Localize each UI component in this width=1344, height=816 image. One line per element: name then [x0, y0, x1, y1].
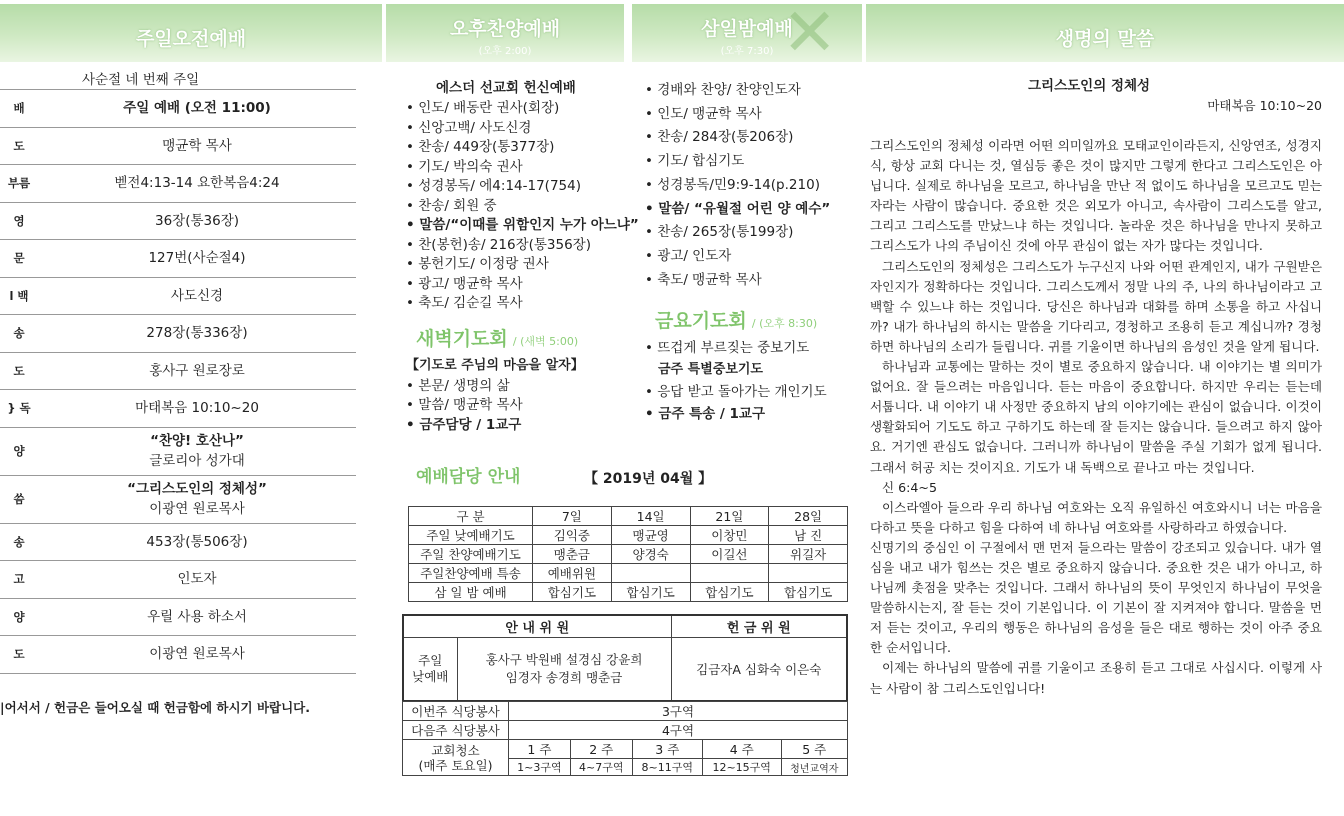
friday-item: • 응답 받고 돌아가는 개인기도 — [645, 381, 860, 403]
area-cell: 12~15구역 — [702, 759, 781, 776]
order-row — [0, 165, 356, 203]
week-cell: 5 주 — [781, 740, 847, 759]
week-cell: 3 주 — [632, 740, 702, 759]
duty-header-cell: 21일 — [690, 507, 769, 526]
table-row — [409, 583, 848, 602]
sermon-paragraph: 이스라엘아 들으라 우리 하나님 여호와는 오직 유일하신 여호와시니 너는 마음을 다하고 뜻을 다하고 힘을 다하여 네 하나님 여호와를 사랑하라고 하였습니다. — [870, 499, 1322, 535]
duty-cell: 예배위원 — [533, 564, 612, 583]
afternoon-items — [406, 99, 644, 314]
meal-value: 4구역 — [509, 721, 848, 740]
order-label: 고 — [13, 572, 25, 587]
duty-cell: 남 진 — [769, 526, 848, 545]
week-cell: 2 주 — [570, 740, 632, 759]
order-row — [0, 128, 356, 166]
header-title: 삼일밤예배 — [701, 18, 793, 40]
order-label: l 백 — [9, 288, 29, 303]
morning-service-order — [0, 70, 356, 716]
order-item: • 말씀/“이때를 위함인지 누가 아느냐” — [406, 216, 644, 236]
order-item: • 경배와 찬양/ 찬양인도자 — [645, 79, 860, 103]
order-value-line: 벧전4:13-14 요한복음4:24 — [114, 175, 280, 192]
order-item: • 말씀/ “유월절 어린 양 예수” — [645, 198, 860, 222]
guide-header: 안 내 위 원 — [403, 615, 671, 637]
order-row — [0, 390, 356, 428]
order-value-line: 이광연 원로목사 — [149, 501, 245, 517]
table-row — [409, 564, 848, 583]
duty-cell: 주일 낮예배기도 — [409, 526, 533, 545]
friday-special-title: 금주 특별중보기도 — [658, 362, 763, 378]
offering-note: |어서서 / 헌금은 들어오실 때 헌금함에 하시기 바랍니다. — [0, 699, 310, 715]
week-cell: 1 주 — [509, 740, 571, 759]
cleaning-label — [403, 740, 509, 776]
cleaning-label-2: (매주 토요일) — [418, 757, 493, 773]
order-item: • 찬송/ 449장(통377장) — [406, 138, 644, 158]
order-item: • 성경봉독/ 에4:14-17(754) — [406, 177, 644, 197]
duty-cell: 주일 찬양예배기도 — [409, 545, 533, 564]
order-item: • 기도/ 박의숙 권사 — [406, 158, 644, 178]
wednesday-items — [645, 79, 860, 292]
area-cell: 8~11구역 — [632, 759, 702, 776]
guide-line: 홍사구 박원배 설경심 강윤희 — [485, 651, 643, 667]
duty-cell: 합심기도 — [769, 583, 848, 602]
order-label: 양 — [13, 609, 25, 624]
order-label: 배 — [13, 101, 25, 116]
order-item: • 찬송/ 284장(통206장) — [645, 126, 860, 150]
week-cell: 4 주 — [702, 740, 781, 759]
order-row — [0, 428, 356, 476]
order-item: • 금주담당 / 1교구 — [406, 416, 644, 436]
order-label: 송 — [13, 534, 25, 549]
header-title: 오후찬양예배 — [449, 18, 561, 40]
duty-cell — [690, 564, 769, 583]
afternoon-title: 에스더 선교회 헌신예배 — [436, 80, 576, 96]
sermon-title: 그리스도인의 정체성 — [1028, 78, 1151, 94]
header-subtitle: (오후 2:00) — [478, 46, 532, 57]
duty-header-cell: 28일 — [769, 507, 848, 526]
duty-cell: 맹춘금 — [533, 545, 612, 564]
order-value — [38, 644, 356, 664]
sermon-paragraph: 이제는 하나님의 말씀에 귀를 기울이고 조용히 듣고 그대로 사십시다. 이렇게 사는 사람이 참 그리스도인입니다! — [870, 660, 1322, 696]
order-item: • 찬송/ 회원 중 — [406, 197, 644, 217]
order-value — [38, 173, 356, 193]
duty-table — [408, 506, 848, 602]
friday-item: • 뜨겁게 부르짖는 중보기도 — [645, 337, 860, 359]
order-value-line: 인도자 — [177, 571, 217, 588]
guide-line: 임경자 송경희 맹춘금 — [505, 669, 623, 685]
meal-label: 다음주 식당봉사 — [403, 721, 509, 740]
sermon-reference: 마태복음 10:10~20 — [1207, 98, 1322, 113]
header-title: 생명의 말씀 — [1055, 28, 1155, 50]
service-label — [403, 637, 457, 701]
order-item: • 신앙고백/ 사도신경 — [406, 119, 644, 139]
duty-roster — [406, 460, 852, 602]
wednesday-service-order — [645, 79, 860, 425]
order-row — [0, 524, 356, 562]
order-row — [0, 278, 356, 316]
order-value-line: 마태복음 10:10~20 — [135, 400, 259, 417]
sermon-paragraph: 하나님과 교통에는 말하는 것이 별로 중요하지 않습니다. 내 이야기는 별 의미가 없어요. 잘 들으려는 마음입니다. 듣는 마음이 중요합니다. 하지만 우리는 듣는데 서툽니다. 내 이야기 내 사정만 중요하지 남의 이야기에는 관심이 없습니다. 이것이 생활화되어 기도도 하고 구하기도 하는데 잘 듣지는 않습니다. 들으려고 하지 않아요. 거기엔 관심도 없습니다. 그러니까 하나님이 말씀을 주실 기회가 없게 됩니다. 그래서 허공 치는 것이지요. 기도가 내 독백으로 끝나고 마는 것입니다. — [870, 359, 1322, 475]
duty-header-cell: 구 분 — [409, 507, 533, 526]
order-value-line: 우릴 사용 하소서 — [147, 608, 247, 625]
duty-cell: 이길선 — [690, 545, 769, 564]
duty-header-cell: 14일 — [611, 507, 690, 526]
meal-value: 3구역 — [509, 702, 848, 721]
order-value-line: 36장(통36장) — [154, 212, 239, 229]
order-item: • 찬(봉헌)송/ 216장(통356장) — [406, 236, 644, 256]
service-label-1: 주일 — [418, 652, 443, 668]
order-value-line: “그리스도인의 정체성” — [127, 481, 267, 497]
order-item: • 성경봉독/민9:9-14(p.210) — [645, 174, 860, 198]
friday-item: • 금주 특송 / 1교구 — [645, 403, 860, 425]
week-title: 사순절 네 번째 주일 — [0, 70, 356, 90]
dawn-prayer-subtitle: 【기도로 주님의 마음을 알자】 — [406, 357, 584, 373]
header-word-of-life — [866, 4, 1344, 62]
order-value — [38, 248, 356, 268]
afternoon-service-order — [406, 78, 644, 435]
order-value — [38, 136, 356, 156]
order-value-line: 사도신경 — [170, 287, 224, 304]
order-value — [38, 323, 356, 343]
dawn-prayer-items — [406, 377, 644, 436]
duty-cell: 합심기도 — [533, 583, 612, 602]
order-row — [0, 240, 356, 278]
duty-cell: 주일찬양예배 특송 — [409, 564, 533, 583]
order-value-line: 글로리아 성가대 — [149, 453, 245, 469]
header-subtitle: (오후 7:30) — [720, 46, 774, 57]
order-label: 도 — [13, 363, 25, 378]
order-value — [38, 211, 356, 231]
meal-label: 이번주 식당봉사 — [403, 702, 509, 721]
order-item: • 인도/ 맹균학 목사 — [645, 103, 860, 127]
table-row — [409, 545, 848, 564]
order-value-line: 278장(통336장) — [146, 325, 248, 342]
order-item: • 광고/ 인도자 — [645, 245, 860, 269]
duty-header-cell: 7일 — [533, 507, 612, 526]
duty-cell — [611, 564, 690, 583]
order-value-line: 127번(사순절4) — [148, 250, 246, 267]
order-label: 영 — [13, 213, 25, 228]
order-row — [0, 561, 356, 599]
order-item: • 말씀/ 맹균학 목사 — [406, 396, 644, 416]
table-row — [409, 526, 848, 545]
order-item: • 찬송/ 265장(통199장) — [645, 221, 860, 245]
order-value — [38, 532, 356, 552]
order-label: 도 — [13, 647, 25, 662]
committee-table — [402, 614, 848, 702]
dawn-prayer-time: / (새벽 5:00) — [512, 334, 579, 348]
order-value-line: 맹균학 목사 — [162, 137, 232, 154]
sermon-paragraph: 그리스도인의 정체성 이라면 어떤 의미일까요 모태교인이라든지, 신앙연조, 성경지식, 항상 교회 다니는 것, 열심등 좋은 것이 많지만 그렇게 한다고 그리스도인은 아닙니다. 실제로 하나님을 모르고, 하나님을 만난 적 없이도 하나님을 모르고도 믿는 자라는 사람이 많습니다. 중요한 것은 외모가 아니고, 속사람이 그리스도를 알고, 그리고 그리스도를 만났느냐 하는 것입니다. 놀라운 것은 하나님을 만나지 못하고 그리스도가 나의 주님이신 것에 아무 관심이 없는 자가 많다는 것입니다. — [870, 138, 1322, 254]
order-item: • 광고/ 맹균학 목사 — [406, 275, 644, 295]
order-value — [38, 361, 356, 381]
order-item: • 본문/ 생명의 삶 — [406, 377, 644, 397]
order-item: • 축도/ 맹균학 목사 — [645, 269, 860, 293]
header-afternoon-service — [386, 4, 624, 62]
area-cell: 1~3구역 — [509, 759, 571, 776]
order-row — [0, 203, 356, 241]
order-label: 씀 — [13, 492, 25, 506]
sermon-paragraph: 그리스도인의 정체성은 그리스도가 누구신지 나와 어떤 관계인지, 내가 구원받은 자인지가 정확하다는 것입니다. 그리스도께서 정말 나의 주, 나의 하나님이라고 고백할 수 있느냐 하는 것입니다. 당신은 하나님과 대화를 하며 소통을 하고 사십니까? 내가 하나님의 하시는 말씀을 기다리고, 경청하고 조용히 듣고 계십니까? 경청하면 하나님의 소리가 들립니다. 귀를 기울이면 하나님의 음성인 것을 알게 됩니다. — [870, 258, 1322, 354]
order-value — [38, 569, 356, 589]
friday-prayer-time: / (오후 8:30) — [751, 317, 818, 331]
duty-cell: 이창민 — [690, 526, 769, 545]
order-row — [0, 599, 356, 637]
dawn-prayer-title: 새벽기도회 — [416, 327, 508, 350]
guide-members — [457, 637, 671, 701]
order-row — [0, 315, 356, 353]
duty-cell: 양경숙 — [611, 545, 690, 564]
order-label: 도 — [13, 138, 25, 153]
order-item: • 기도/ 합심기도 — [645, 150, 860, 174]
order-value — [38, 607, 356, 627]
duty-title: 예배담당 안내 — [416, 467, 521, 487]
order-value — [38, 98, 356, 118]
order-value — [38, 398, 356, 418]
offering-header: 헌 금 위 원 — [671, 615, 847, 637]
area-cell: 4~7구역 — [570, 759, 632, 776]
duty-cell — [769, 564, 848, 583]
duty-cell: 김익중 — [533, 526, 612, 545]
order-row — [0, 636, 356, 674]
duty-cell: 맹균영 — [611, 526, 690, 545]
order-value-line: 453장(통506장) — [146, 533, 248, 550]
friday-prayer-title: 금요기도회 — [655, 310, 747, 333]
sermon — [870, 76, 1322, 699]
order-item: • 인도/ 배동란 권사(회장) — [406, 99, 644, 119]
order-row — [0, 90, 356, 128]
sermon-paragraph: 신 6:4~5 — [882, 479, 938, 495]
header-morning-service — [0, 4, 382, 62]
order-value-line: 이광연 원로목사 — [149, 646, 245, 663]
sermon-body — [870, 136, 1322, 699]
service-schedule-table — [402, 701, 848, 776]
order-label: 부름 — [7, 176, 31, 191]
order-value-line: 주일 예배 (오전 11:00) — [123, 100, 271, 117]
order-row — [0, 476, 356, 524]
cleaning-label-1: 교회청소 — [431, 742, 480, 758]
committee — [402, 614, 852, 776]
duty-cell: 삼 일 밤 예배 — [409, 583, 533, 602]
duty-cell: 위길자 — [769, 545, 848, 564]
offering-members: 김금자A 심화숙 이은숙 — [671, 637, 847, 701]
header-title: 주일오전예배 — [135, 28, 247, 50]
order-label: 송 — [13, 326, 25, 341]
order-label: 양 — [13, 444, 25, 458]
order-item: • 봉헌기도/ 이정랑 권사 — [406, 255, 644, 275]
service-label-2: 낮예배 — [412, 668, 449, 684]
duty-month: 【 2019년 04월 】 — [584, 471, 713, 487]
area-cell: 청년교역자 — [781, 759, 847, 776]
order-value — [38, 479, 356, 519]
duty-cell: 합심기도 — [690, 583, 769, 602]
order-label: } 독 — [7, 401, 31, 416]
order-row — [0, 353, 356, 391]
duty-cell: 합심기도 — [611, 583, 690, 602]
order-label: 문 — [13, 251, 25, 266]
order-value-line: “찬양! 호산나” — [150, 433, 244, 449]
order-value — [38, 431, 356, 471]
sermon-paragraph: 신명기의 중심인 이 구절에서 맨 먼저 들으라는 말씀이 강조되고 있습니다. 내가 열심을 내고 내가 힘쓰는 것은 별로 중요하지 않습니다. 중요한 것은 내가 아니고, 하나님께 촛점을 맞추는 것입니다. 그래서 하나님의 뜻이 무엇인지 하나님이 무엇을 말씀하시는지, 잘 듣는 것이 기본입니다. 이 기본이 잘 지켜져야 합니다. 말씀을 먼저 듣는 것이고, 우리의 행동은 하나님의 음성을 들은 대로 행하는 것이 아주 중요한 순서입니다. — [870, 539, 1322, 656]
header-wednesday-service — [632, 4, 862, 62]
cross-icon: ✕ — [782, 4, 838, 62]
order-item: • 축도/ 김순길 목사 — [406, 294, 644, 314]
order-value — [38, 286, 356, 306]
order-value-line: 홍사구 원로장로 — [149, 362, 245, 379]
